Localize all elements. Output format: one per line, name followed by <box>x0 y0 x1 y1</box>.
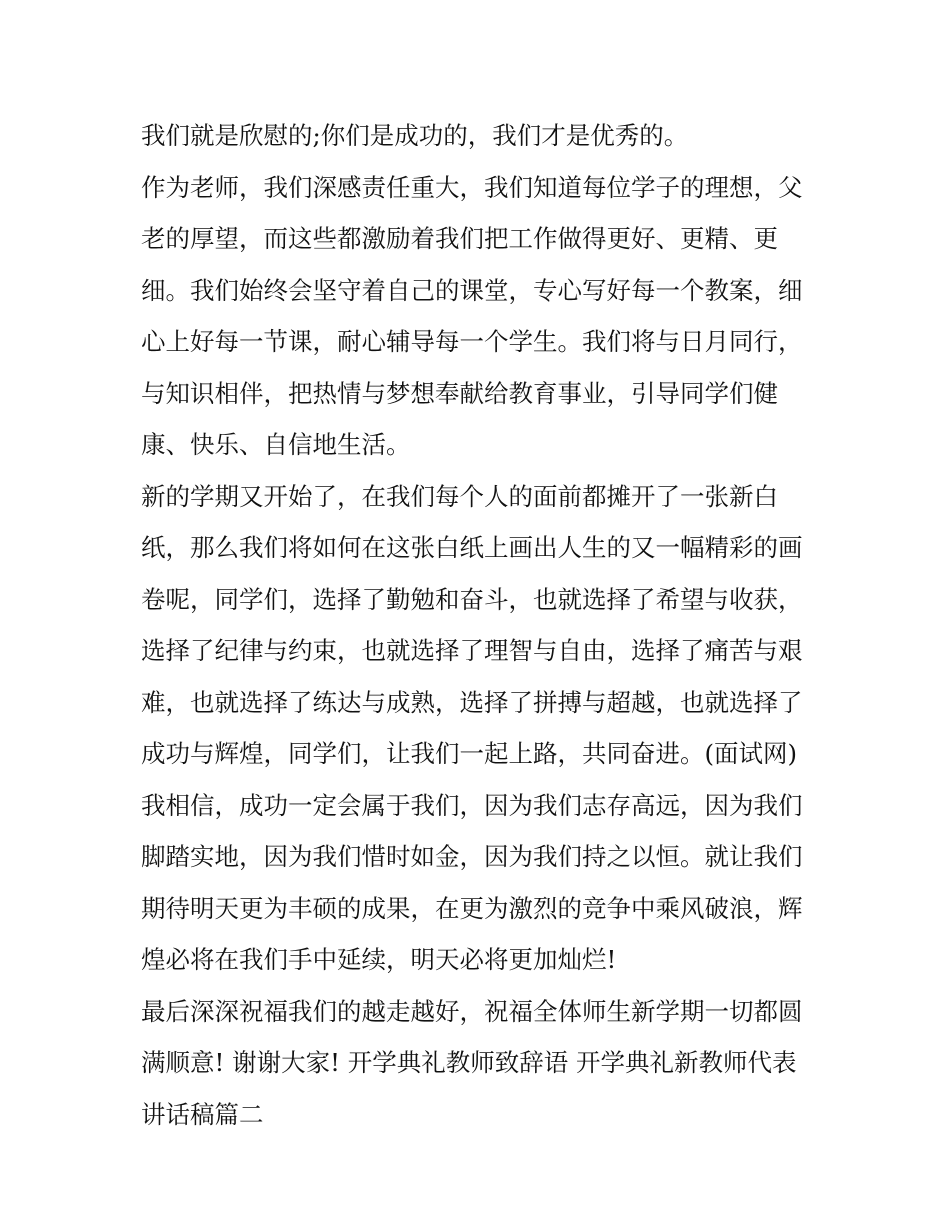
text-line: 煌必将在我们手中延续，明天必将更加灿烂! <box>141 945 617 974</box>
body-text <box>141 110 821 1140</box>
text-line: 康、快乐、自信地生活。 <box>141 430 411 459</box>
text-line: 细。我们始终会坚守着自己的课堂，专心写好每一个教案，细 <box>141 275 803 305</box>
text-line: 脚踏实地，因为我们惜时如金，因为我们持之以恒。就让我们 <box>141 842 803 871</box>
text-line: 纸，那么我们将如何在这张白纸上画出人生的又一幅精彩的画 <box>141 533 803 562</box>
text-line: 卷呢，同学们，选择了勤勉和奋斗，也就选择了希望与收获， <box>141 584 803 614</box>
text-line: 新的学期又开始了，在我们每个人的面前都摊开了一张新白 <box>141 481 778 511</box>
text-line: 与知识相伴，把热情与梦想奉献给教育事业，引导同学们健 <box>141 378 778 408</box>
text-line: 成功与辉煌，同学们，让我们一起上路，共同奋进。(面试网) <box>141 739 798 768</box>
text-line: 作为老师，我们深感责任重大，我们知道每位学子的理想，父 <box>141 172 803 202</box>
text-line: 期待明天更为丰硕的成果，在更为激烈的竞争中乘风破浪，辉 <box>141 893 803 923</box>
text-line: 最后深深祝福我们的越走越好，祝福全体师生新学期一切都圆 <box>141 996 803 1026</box>
text-line: 心上好每一节课，耐心辅导每一个学生。我们将与日月同行， <box>141 327 803 356</box>
text-line: 讲话稿篇二 <box>141 1099 264 1129</box>
text-line: 我们就是欣慰的;你们是成功的，我们才是优秀的。 <box>141 121 689 150</box>
text-line: 我相信，成功一定会属于我们，因为我们志存高远，因为我们 <box>141 790 803 820</box>
text-line: 难，也就选择了练达与成熟，选择了拼搏与超越，也就选择了 <box>141 687 803 717</box>
text-line: 选择了纪律与约束，也就选择了理智与自由，选择了痛苦与艰 <box>141 636 803 665</box>
text-line: 老的厚望，而这些都激励着我们把工作做得更好、更精、更 <box>141 224 778 253</box>
text-line: 满顺意! 谢谢大家! 开学典礼教师致辞语 开学典礼新教师代表 <box>141 1048 797 1077</box>
